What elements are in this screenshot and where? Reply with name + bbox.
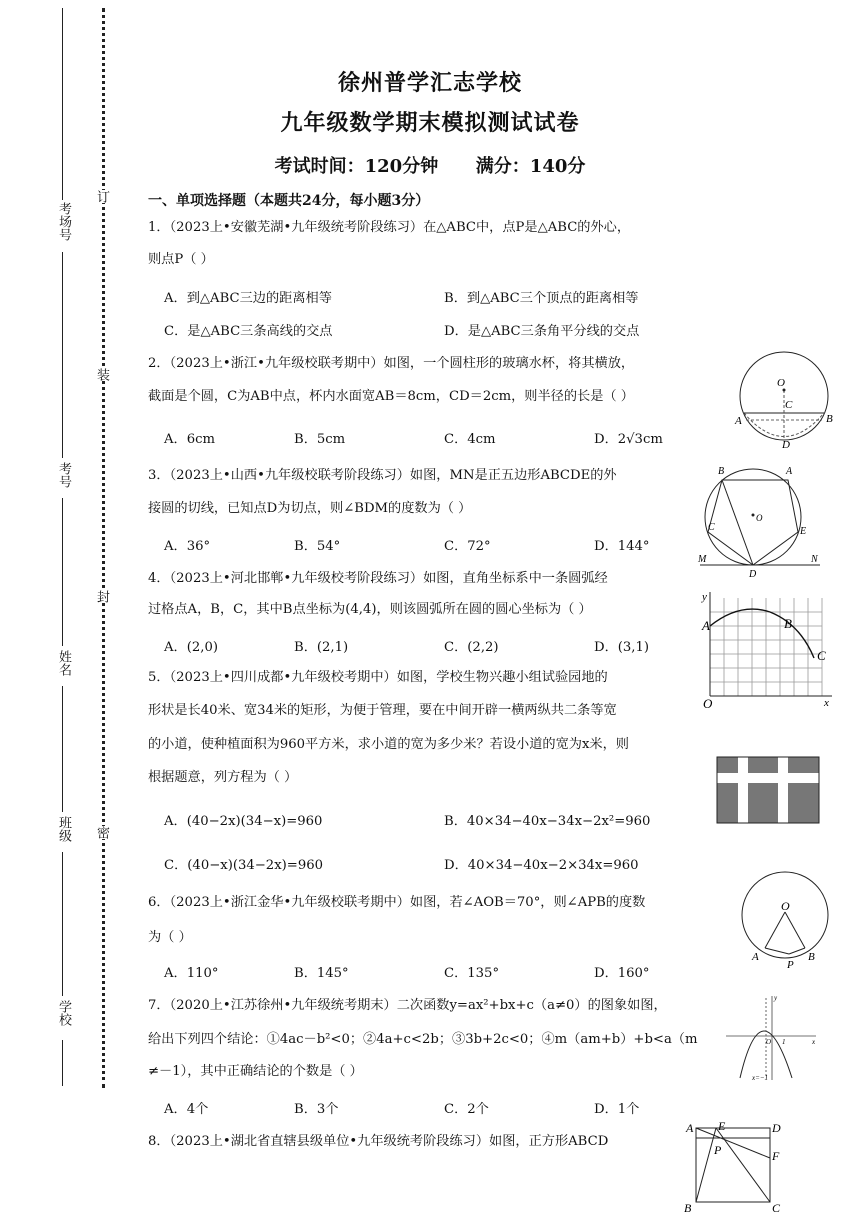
q4-label-o: O [703, 696, 713, 710]
q8-label-p: P [714, 1143, 722, 1157]
question-5-line-3: 的小道，使种植面积为960平方米，求小道的宽为多少米？若设小道的宽为x米，则 [148, 737, 629, 752]
exam-info: 考试时间：120分钟 满分：140分 [274, 156, 586, 177]
q2-label-d: D [782, 439, 790, 450]
q3-option-a: A．36° [164, 539, 211, 554]
question-7-line-1: 7．（2020上•江苏徐州•九年级统考期末）二次函数y=ax²+bx+c（a≠0）的图象如图， [148, 998, 667, 1013]
question-5-line-1: 5．（2023上•四川成都•九年级校考期中）如图，学校生物兴趣小组试验园地的 [148, 670, 608, 685]
q5-option-a: A．(40−2x)(34−x)=960 [164, 814, 323, 829]
q1-option-b: B．到△ABC三个顶点的距离相等 [444, 291, 639, 306]
question-6-line-1: 6．（2023上•浙江金华•九年级校联考期中）如图，若∠AOB＝70°，则∠APB的度数 [148, 895, 646, 910]
field-name: 姓名 [56, 650, 71, 676]
q7-label-axis: x=−1 [752, 1074, 769, 1082]
q7-label-x: x [812, 1038, 816, 1046]
q5-option-c: C．(40−x)(34−2x)=960 [164, 858, 324, 873]
q6-label-p: P [787, 959, 794, 970]
q4-option-a: A．(2,0) [164, 640, 218, 655]
q3-option-d: D．144° [594, 539, 650, 554]
binding-margin [0, 0, 130, 1216]
q2-label-b: B [826, 413, 833, 425]
question-6-line-2: 为（ ） [148, 930, 192, 945]
q6-option-b: B．145° [294, 966, 349, 981]
field-school: 学校 [56, 1000, 71, 1026]
q3-option-c: C．72° [444, 539, 491, 554]
question-3-line-2: 接圆的切线，已知点D为切点，则∠BDM的度数为（ ） [148, 501, 472, 516]
q6-option-a: A．110° [164, 966, 219, 981]
q4-option-b: B．(2,1) [294, 640, 349, 655]
seal-char-mi: 密 [94, 826, 109, 839]
q5-option-d: D．40×34−40x−2×34x=960 [444, 858, 639, 873]
q6-option-c: C．135° [444, 966, 500, 981]
q6-label-a: A [752, 951, 759, 963]
q3-label-b: B [718, 466, 725, 477]
q3-option-b: B．54° [294, 539, 341, 554]
q6-label-b: B [808, 951, 815, 963]
q7-label-o: O [766, 1038, 772, 1046]
q4-grid-figure [700, 588, 836, 710]
school-title: 徐州普学汇志学校 [337, 70, 522, 96]
seal-char-zhuang: 装 [94, 368, 109, 381]
q3-label-c: C [708, 522, 715, 533]
q3-pentagon-figure [696, 460, 826, 580]
q4-option-d: D．(3,1) [594, 640, 650, 655]
q1-option-c: C．是△ABC三条高线的交点 [164, 324, 333, 339]
q4-label-b: B [784, 616, 792, 631]
q3-label-a: A [786, 466, 793, 477]
q7-parabola-figure [722, 990, 822, 1082]
q8-label-e: E [718, 1119, 726, 1133]
question-5-line-4: 根据题意，列方程为（ ） [148, 770, 298, 785]
question-2-line-1: 2．（2023上•浙江•九年级校联考期中）如图，一个圆柱形的玻璃水杯，将其横放， [148, 356, 635, 371]
q4-label-y: y [702, 591, 707, 603]
q6-option-d: D．160° [594, 966, 650, 981]
q1-option-a: A．到△ABC三边的距离相等 [164, 291, 332, 306]
q3-label-m: M [698, 554, 707, 565]
seal-char-ding: 订 [94, 190, 109, 203]
q4-label-x: x [824, 697, 829, 709]
q3-label-e: E [800, 526, 807, 537]
q7-option-a: A．4个 [164, 1102, 209, 1117]
q2-option-b: B．5cm [294, 432, 346, 447]
question-4-line-2: 过格点A，B，C，其中B点坐标为(4,4)，则该圆弧所在圆的圆心坐标为（ ） [148, 602, 592, 617]
q3-label-n: N [811, 554, 818, 565]
exam-title: 九年级数学期末模拟测试试卷 [280, 110, 580, 136]
q2-option-c: C．4cm [444, 432, 496, 447]
field-exam-room: 考场号 [56, 202, 71, 241]
question-1-line-1: 1．（2023上•安徽芜湖•九年级统考阶段练习）在△ABC中，点P是△ABC的外心， [148, 220, 631, 235]
q8-square-figure [682, 1118, 792, 1216]
field-line [62, 1040, 63, 1086]
field-line [62, 852, 63, 996]
question-7-line-2: 给出下列四个结论：①4ac－b²<0；②4a+c<2b；③3b+2c<0；④m（am+b）+b<a（m [148, 1032, 698, 1047]
q5-option-b: B．40×34−40x−34x−2x²=960 [444, 814, 651, 829]
q2-option-d: D．2√3cm [594, 432, 663, 447]
q4-label-c: C [817, 648, 826, 663]
question-8-line-1: 8．（2023上•湖北省直辖县级单位•九年级统考阶段练习）如图，正方形ABCD [148, 1134, 609, 1149]
q6-label-o: O [781, 899, 790, 913]
q3-label-o: O [756, 513, 763, 523]
field-exam-number: 考号 [56, 462, 71, 488]
question-3-line-1: 3．（2023上•山西•九年级校联考阶段练习）如图，MN是正五边形ABCDE的外 [148, 468, 617, 483]
question-1-line-2: 则点P（ ） [148, 252, 214, 267]
q2-label-c: C [785, 399, 793, 411]
question-5-line-2: 形状是长40米、宽34米的矩形，为便于管理，要在中间开辟一横两纵共二条等宽 [148, 703, 617, 718]
question-4-line-1: 4．（2023上•河北邯郸•九年级校考阶段练习）如图，直角坐标系中一条圆弧经 [148, 571, 608, 586]
q8-label-c: C [772, 1201, 781, 1215]
q8-label-a: A [686, 1121, 694, 1135]
q5-garden-figure [716, 756, 820, 824]
q7-option-b: B．3个 [294, 1102, 339, 1117]
field-line [62, 498, 63, 646]
q7-label-1: 1 [782, 1038, 786, 1046]
q7-label-y: y [774, 994, 778, 1002]
question-7-line-3: ≠－1），其中正确结论的个数是（ ） [148, 1064, 363, 1079]
q3-label-d: D [749, 569, 757, 580]
section-title: 一、单项选择题（本题共24分，每小题3分） [148, 193, 430, 209]
q2-label-o: O [777, 377, 785, 389]
q1-option-d: D．是△ABC三条角平分线的交点 [444, 324, 640, 339]
q4-option-c: C．(2,2) [444, 640, 499, 655]
q2-option-a: A．6cm [164, 432, 215, 447]
q7-option-c: C．2个 [444, 1102, 489, 1117]
field-line [62, 686, 63, 812]
q8-label-f: F [772, 1149, 780, 1163]
q6-circle-figure [738, 870, 832, 970]
question-2-line-2: 截面是个圆，C为AB中点，杯内水面宽AB＝8cm，CD＝2cm，则半径的长是（ ） [148, 389, 634, 404]
q7-option-d: D．1个 [594, 1102, 640, 1117]
field-line [62, 252, 63, 458]
field-class: 班级 [56, 816, 71, 842]
q2-label-a: A [735, 415, 742, 427]
q8-label-b: B [684, 1201, 692, 1215]
q8-label-d: D [772, 1121, 781, 1135]
q4-label-a: A [702, 618, 710, 633]
seal-char-feng: 封 [94, 590, 109, 603]
q2-circle-figure [734, 350, 838, 450]
